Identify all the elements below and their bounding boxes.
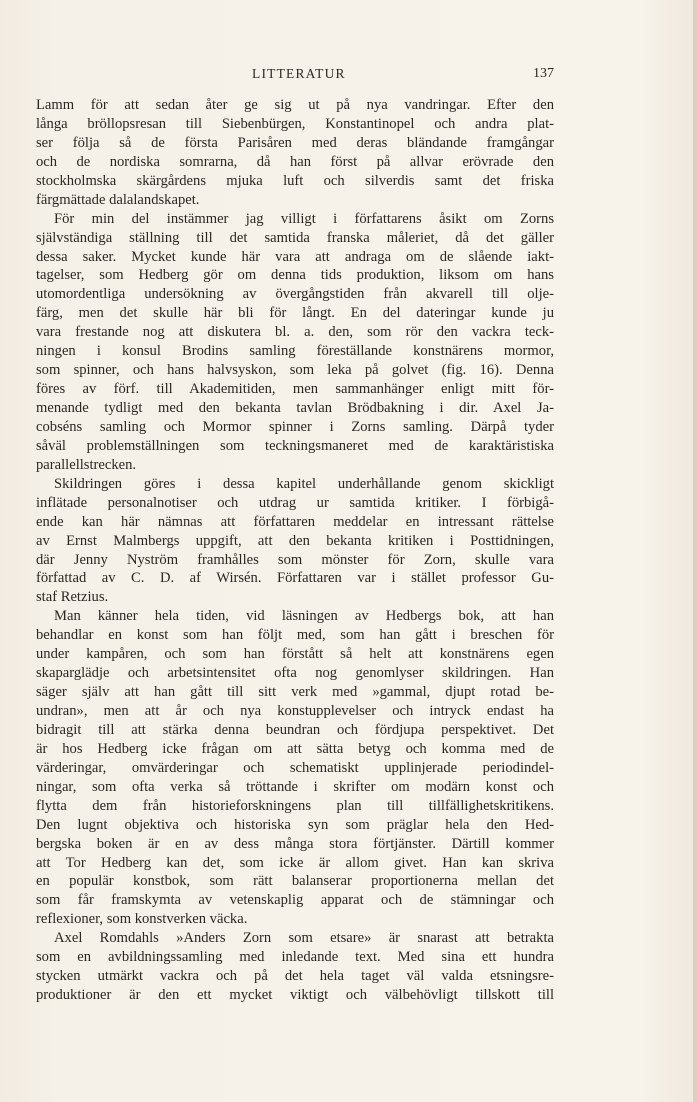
text-line: att Tor Hedberg kan det, som icke är allom givet. Han kan skriva [36, 854, 554, 871]
text-line: av Ernst Malmbergs uppgift, att den bekanta kritiken i Posttidningen, [36, 532, 554, 549]
text-line: färg, men det skulle här bli för långt. En del dateringar kunde ju [36, 305, 554, 322]
text-line: under kampåren, och som han förstått så helt att konstnärens egen [36, 646, 554, 663]
text-line: såväl problemställningen som teckningsmaneret med de karaktäristiska [36, 437, 554, 454]
page-number: 137 [533, 66, 554, 81]
page-edge [693, 0, 697, 1102]
text-line: där Jenny Nyström framhålles som mönster för Zorn, skulle vara [36, 551, 554, 568]
text-line: inflätade personalnotiser och utdrag ur samtida kritiker. I förbigå- [36, 494, 554, 511]
text-line: är hos Hedberg icke frågan om att sätta betyg och komma med de [36, 740, 554, 757]
text-line: cobséns samling och Mormor spinner i Zorns samling. Därpå tyder [36, 418, 554, 435]
text-line: utomordentliga undersökning av övergångstiden från akvarell till olje- [36, 286, 554, 303]
text-line: långa bröllopsresan till Siebenbürgen, Konstantinopel och andra plat- [36, 115, 554, 132]
text-line: ningar, som ofta verka så tröttande i skrifter om modärn konst och [36, 778, 554, 795]
text-line: tagelser, som Hedberg gör om denna tids produktion, liksom om hans [36, 267, 554, 284]
text-line: författad av C. D. af Wirsén. Författaren var i stället professor Gu- [36, 570, 554, 587]
text-line: reflexioner, som konstverken väcka. [36, 911, 248, 928]
text-line: För min del instämmer jag villigt i författarens åsikt om Zorns [54, 210, 554, 227]
text-line: en populär konstbok, som rätt balanserar proportionerna mellan det [36, 873, 554, 890]
text-line: Man känner hela tiden, vid läsningen av Hedbergs bok, att han [54, 608, 554, 625]
text-line: som spinner, och hans halvsyskon, som leka på golvet (fig. 16). Denna [36, 362, 554, 379]
text-line: parallellstrecken. [36, 456, 137, 473]
running-title: LITTERATUR [252, 66, 346, 81]
text-line: självständiga ställning till det samtida franska måleriet, då det gäller [36, 229, 554, 246]
text-line: Skildringen göres i dessa kapitel underhållande genom skickligt [54, 475, 554, 492]
text-line: vara frestande nog att diskutera bl. a. den, som rör den vackra teck- [36, 324, 554, 341]
text-line: som en avbildningssamling med inledande text. Med sina ett hundra [36, 949, 554, 966]
page-header [36, 66, 554, 88]
text-line: undran», men att år och nya konstupplevelser och intryck endast ha [36, 703, 554, 719]
text-line: stockholmska skärgårdens mjuka luft och silverdis samt det friska [36, 172, 554, 189]
text-line: och de nordiska somrarna, då han först på allvar erövrade den [36, 153, 554, 170]
body-text [36, 96, 554, 1005]
text-line: ende kan här nämnas att författaren meddelar en intressant rättelse [36, 513, 554, 530]
text-line: ningen i konsul Brodins samling föreställande konstnärens mormor, [36, 343, 554, 360]
text-line: Axel Romdahls »Anders Zorn som etsare» är snarast att betrakta [54, 930, 554, 947]
text-line: dessa saker. Mycket kunde här vara att andraga om de slående iakt- [36, 248, 554, 265]
text-line: skaparglädje och arbetsintensitet ofta nog genomlyser skildringen. Han [36, 665, 554, 682]
text-line: färgmättade dalalandskapet. [36, 191, 200, 208]
text-line: bergska boken är en av dess många stora förtjänster. Därtill kommer [36, 835, 554, 852]
text-line: produktioner är den ett mycket viktigt och välbehövligt tillskott till [36, 987, 554, 1004]
text-line: bidragit till att stärka denna beundran och fördjupa perspektivet. Det [36, 721, 554, 738]
text-line: Den lugnt objektiva och historiska syn som präglar hela den Hed- [36, 816, 554, 833]
text-line: säger själv att han gått till sitt verk med »gammal, djupt rotad be- [36, 684, 554, 701]
text-line: staf Retzius. [36, 589, 109, 606]
text-line: som får framskymta av vetenskaplig apparat och de stämningar och [36, 892, 554, 909]
text-line: menande tydligt med den bekanta tavlan Brödbakning i dir. Axel Ja- [36, 400, 554, 416]
text-line: föres av förf. till Akademitiden, men sammanhänger enligt mitt för- [36, 381, 554, 398]
text-line: ser följa så de första Parisåren med deras bländande framgångar [36, 134, 554, 151]
text-line: värderingar, omvärderingar och schematiskt upplinjerade periodindel- [36, 759, 554, 776]
text-line: stycken utmärkt vackra och på det hela taget väl valda etsningsre- [36, 968, 554, 985]
text-line: flytta dem från historieforskningens plan till tillfällighetskritikens. [36, 797, 554, 814]
text-line: Lamm för att sedan åter ge sig ut på nya vandringar. Efter den [36, 97, 554, 113]
text-line: behandlar en konst som han följt med, som han gått i breschen för [36, 627, 554, 644]
